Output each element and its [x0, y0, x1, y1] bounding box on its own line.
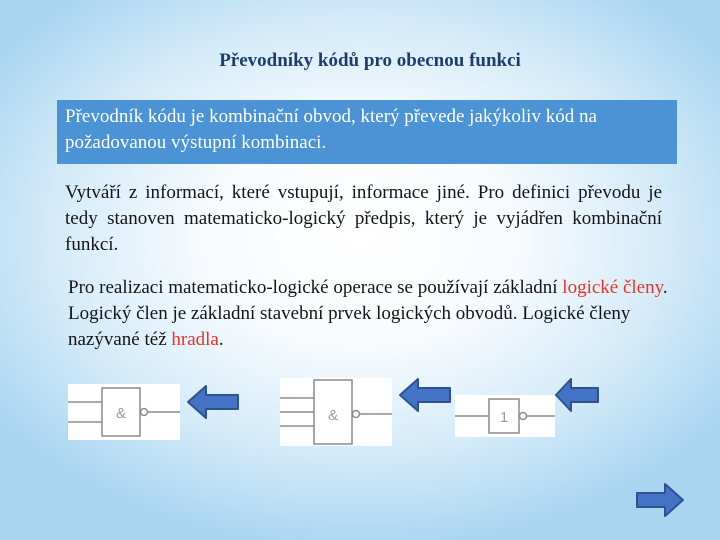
nand-gate-2-input	[68, 384, 180, 440]
term-logic-gates: logické členy	[562, 277, 663, 298]
arrow-left-icon	[186, 384, 240, 420]
not-gate	[455, 395, 555, 437]
nand-gate-3-input	[280, 378, 392, 446]
paragraph-logic-gates	[68, 275, 668, 353]
paragraph-conversion: Vytváří z informací, které vstupují, informace jiné. Pro definici převodu je tedy stanoven matematicko-logický předpis, který je vyjádřen kombinační funkcí.	[65, 182, 662, 255]
arrow-left-icon	[398, 377, 452, 413]
gate-symbol: 1	[499, 409, 509, 426]
paragraph-text: Pro realizaci matematicko-logické operace se používají základní	[68, 277, 563, 298]
paragraph-text: . Logický člen je základní stavební prvek logických obvodů. Logické členy nazývané též	[68, 277, 668, 350]
definition-box: Převodník kódu je kombinační obvod, který převede jakýkoliv kód na požadovanou výstupní kombinaci.	[57, 100, 677, 164]
arrow-left-icon	[554, 377, 600, 413]
gate-symbol: &	[115, 405, 127, 422]
arrow-right-icon[interactable]	[635, 482, 685, 518]
term-gates: hradla	[171, 329, 219, 350]
slide-title: Převodníky kódů pro obecnou funkci	[219, 50, 521, 71]
paragraph-text: .	[218, 329, 224, 350]
gate-symbol: &	[327, 407, 339, 424]
